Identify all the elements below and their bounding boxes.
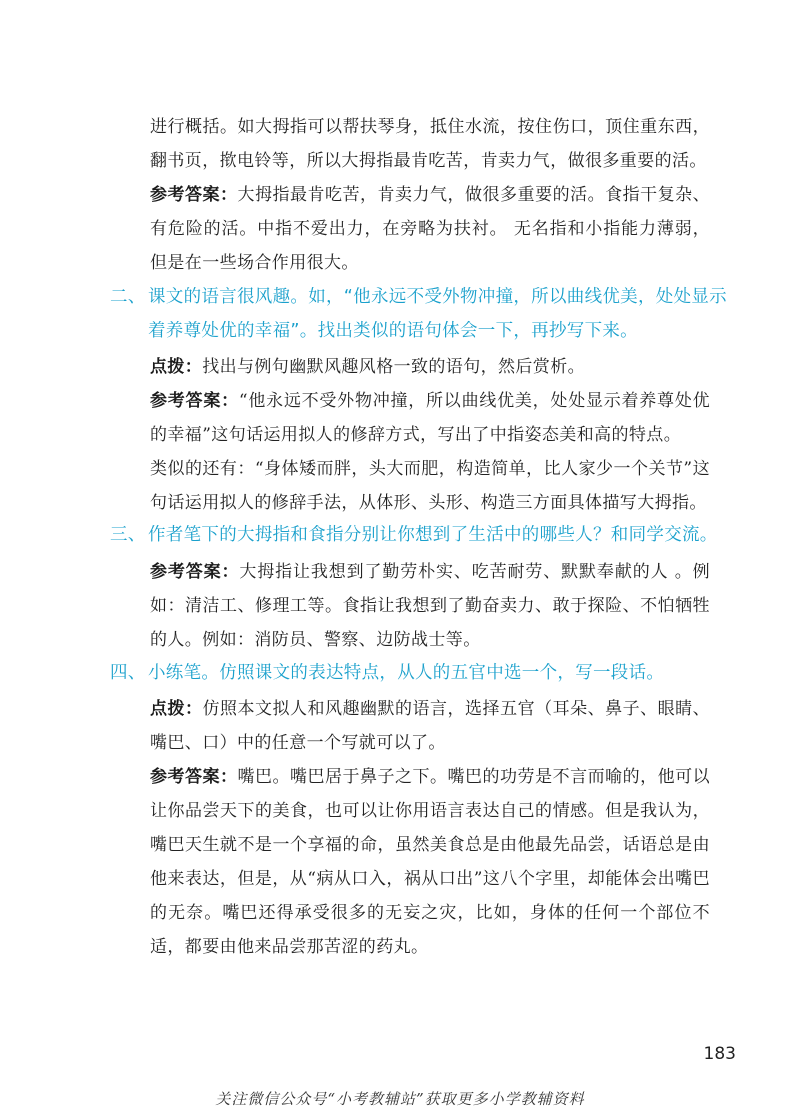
q2-hint <box>150 350 710 384</box>
q3-answer <box>150 555 710 657</box>
answer-text: 类似的还有：“身体矮而胖，头大而肥，构造简单，比人家少一个关节”这句话运用拟人的修辞手法，从体形、头形、构造三方面具体描写大拇指。 <box>150 459 710 513</box>
question-text: 课文的语言很风趣。如，“他永远不受外物冲撞，所以曲线优美，处处显示着养尊处优的幸福”。找出类似的语句体会一下，再抄写下来。 <box>148 287 727 341</box>
hint-label: 点拨： <box>150 357 203 377</box>
page-number: 183 <box>703 1044 736 1064</box>
answer-label: 参考答案： <box>150 767 238 787</box>
q4-hint <box>150 692 710 760</box>
hint-text: 找出与例句幽默风趣风格一致的语句，然后赏析。 <box>202 357 586 377</box>
answer-label: 参考答案： <box>150 185 238 205</box>
answer-text: 嘴巴。嘴巴居于鼻子之下。嘴巴的功劳是不言而喻的，他可以让你品尝天下的美食，也可以让你用语言表达自己的情感。但是我认为，嘴巴天生就不是一个享福的命，虽然美食总是由他最先品尝，话语总是由他来表达，但是，从“病从口入，祸从口出”这八个字里，却能体会出嘴巴的无奈。嘴巴还得承受很多的无妄之灾，比如，身体的任何一个部位不适，都要由他来品尝那苦涩的药丸。 <box>150 767 710 957</box>
footer-watermark: 关注微信公众号“小考教辅站”获取更多小学教辅资料 <box>215 1090 585 1108</box>
q2-answer <box>150 384 710 452</box>
answer-text: 大拇指让我想到了勤劳朴实、吃苦耐劳、默默奉献的人 。例如：清洁工、修理工等。食指让我想到了勤奋卖力、敢于探险、不怕牺牲的人。例如：消防员、警察、边防战士等。 <box>150 562 711 650</box>
question-number: 四、 <box>110 663 146 683</box>
intro-paragraph <box>150 110 710 178</box>
question-3 <box>110 518 730 552</box>
hint-label: 点拨： <box>150 699 203 719</box>
question-text: 小练笔。仿照课文的表达特点，从人的五官中选一个，写一段话。 <box>148 663 665 683</box>
q2-answer-continued <box>150 452 710 520</box>
answer-text: 大拇指最肯吃苦，肯卖力气，做很多重要的活。食指干复杂、有危险的活。中指不爱出力，在旁略为扶衬。 无名指和小指能力薄弱，但是在一些场合作用很大。 <box>150 185 710 273</box>
answer-text: “他永远不受外物冲撞，所以曲线优美，处处显示着养尊处优的幸福”这句话运用拟人的修辞方式，写出了中指姿态美和高的特点。 <box>150 391 710 445</box>
question-number: 三、 <box>110 525 146 545</box>
question-4 <box>110 656 730 690</box>
q4-answer <box>150 760 710 964</box>
answer-label: 参考答案： <box>150 391 239 411</box>
question-number: 二、 <box>110 287 146 307</box>
question-text: 作者笔下的大拇指和食指分别让你想到了生活中的哪些人？和同学交流。 <box>148 525 718 545</box>
hint-text: 仿照本文拟人和风趣幽默的语言，选择五官（耳朵、鼻子、眼睛、嘴巴、口）中的任意一个写就可以了。 <box>150 699 710 753</box>
question-2 <box>110 280 730 348</box>
answer-label: 参考答案： <box>150 562 240 582</box>
intro-text: 进行概括。如大拇指可以帮扶琴身，抵住水流，按住伤口，顶住重东西，翻书页，揿电铃等，所以大拇指最肯吃苦，肯卖力气，做很多重要的活。 <box>150 117 710 171</box>
intro-answer <box>150 178 710 280</box>
